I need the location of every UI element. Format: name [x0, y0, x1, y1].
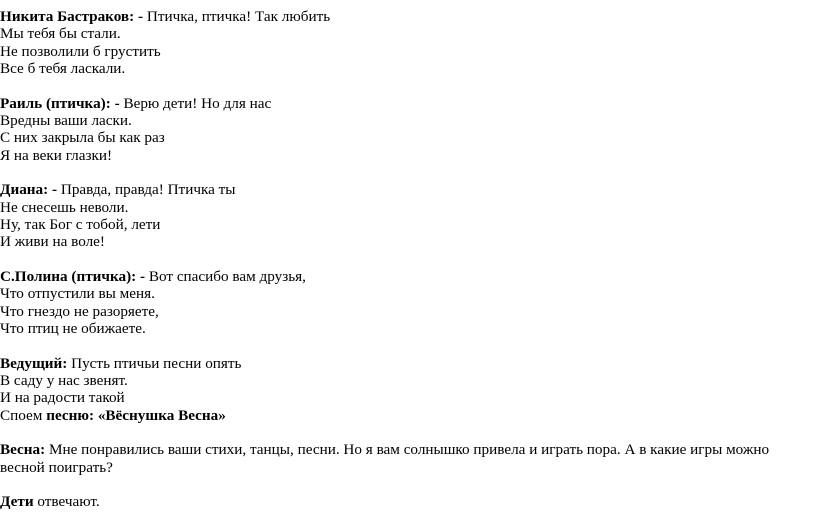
song-title: песню: «Вёснушка Весна» [46, 406, 226, 424]
verse-line: Ну, так Бог с тобой, лети [0, 216, 161, 234]
verse-text: Пусть птичьи песни опять [67, 354, 242, 372]
verse-text: Вот спасибо вам друзья, [148, 267, 306, 285]
document-page [0, 8, 808, 527]
verse-line: С них закрыла бы как раз [0, 129, 165, 147]
stanza-nikita [0, 8, 808, 78]
speaker-name: Дети [0, 492, 34, 510]
verse-line: Мы тебя бы стали. [0, 25, 121, 43]
stanza-rail [0, 95, 808, 165]
verse-line: И на радости такой [0, 389, 125, 407]
stanza-first-line [0, 181, 808, 198]
children-line [0, 493, 808, 510]
paragraph-text: отвечают. [33, 492, 100, 510]
stanza-first-line [0, 95, 808, 112]
verse-line: В саду у нас звенят. [0, 371, 128, 389]
verse-line: Не позволили б грустить [0, 42, 161, 60]
verse-line: Я на веки глазки! [0, 146, 113, 164]
speaker-dash: - [134, 8, 147, 25]
song-line [0, 407, 808, 424]
song-prefix: Споем [0, 406, 47, 424]
speaker-name: Никита Бастраков: [0, 8, 135, 25]
spring-paragraph [0, 441, 808, 476]
verse-line: Что птиц не обижаете. [0, 320, 146, 338]
speaker-name: Раиль (птичка): [0, 94, 111, 112]
stanza-first-line [0, 268, 808, 285]
paragraph-spring [0, 441, 808, 476]
verse-line: Все б тебя ласкали. [0, 60, 126, 78]
paragraph-children [0, 493, 808, 510]
speaker-dash: - [48, 181, 61, 199]
verse-line: Что гнездо не разоряете, [0, 302, 159, 320]
stanza-polina [0, 268, 808, 338]
verse-text: Верю дети! Но для нас [123, 94, 272, 112]
stanza-first-line [0, 355, 808, 372]
stanza-host [0, 355, 808, 425]
stanza-diana [0, 181, 808, 251]
stanza-first-line [0, 8, 808, 25]
verse-line: Не снесешь неволи. [0, 198, 129, 216]
speaker-name: Весна: [0, 441, 46, 459]
paragraph-text: Мне понравились ваши стихи, танцы, песни. Но я вам солнышко привела и играть пора. А в какие игры можно весной поиграть? [0, 441, 770, 476]
speaker-dash: - [136, 267, 149, 285]
verse-line: Вредны ваши ласки. [0, 112, 132, 130]
speaker-dash: - [110, 94, 124, 112]
speaker-name: С.Полина (птичка): [0, 267, 137, 285]
verse-text: Птичка, птичка! Так любить [146, 8, 331, 25]
speaker-name: Ведущий: [0, 354, 68, 372]
speaker-name: Диана: [0, 181, 49, 199]
verse-line: Что отпустили вы меня. [0, 285, 155, 303]
verse-text: Правда, правда! Птичка ты [60, 181, 236, 199]
verse-line: И живи на воле! [0, 233, 105, 251]
